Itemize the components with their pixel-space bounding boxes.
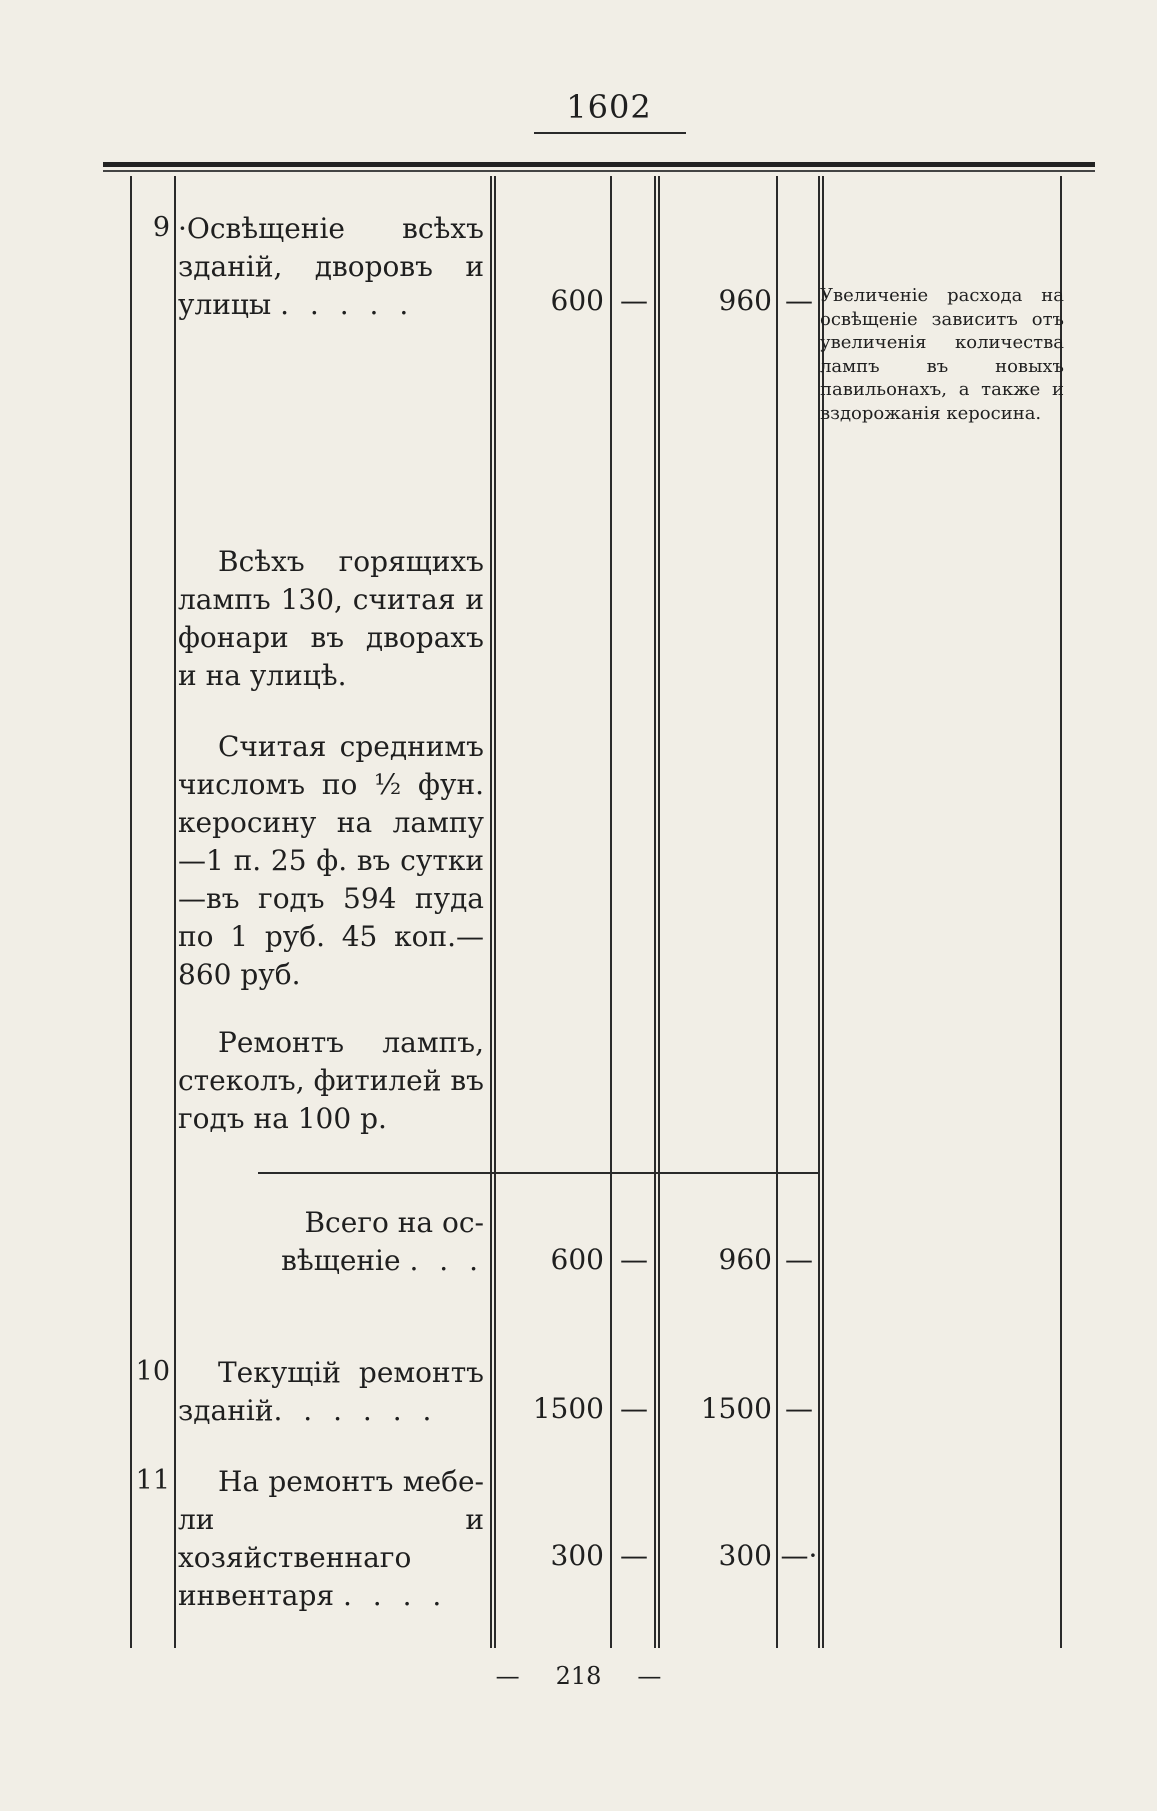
row-11-sum-2: 300: [718, 1539, 772, 1572]
subtotal-rule: [258, 1172, 820, 1174]
footer-page-number: 218: [555, 1662, 602, 1690]
total-label-line-2: [178, 1242, 484, 1280]
row-9-title-last: улицы: [178, 288, 272, 321]
column-rule-rub1: [610, 176, 612, 1648]
row-11-line-3: [178, 1577, 484, 1615]
row-9-dash-2: —: [785, 284, 813, 317]
page-number-underline: [534, 132, 686, 134]
row-9-title: [178, 210, 484, 324]
row-11-dots: . . . .: [343, 1579, 448, 1612]
footer-dash-left: —: [495, 1662, 520, 1690]
row-9-paragraph-3: Ремонтъ лампъ, стеколъ, фитилей въ годъ на 100 р.: [178, 1026, 484, 1135]
row-9-sum-1: 600: [550, 284, 604, 317]
row-11-dash-2: —·: [780, 1539, 818, 1572]
column-rule-rub2: [776, 176, 778, 1648]
total-dash-1: —: [620, 1243, 648, 1276]
row-10-line-2-text: зданій: [178, 1394, 274, 1427]
column-rule-kop1-2: [658, 176, 660, 1648]
column-rule-num: [174, 176, 176, 1648]
page-number: 1602: [566, 88, 652, 126]
table-top-rule: [103, 162, 1095, 167]
total-label-2: вѣщеніе: [281, 1244, 401, 1277]
row-number-11: 11: [135, 1465, 170, 1496]
row-10-sum-2: 1500: [700, 1392, 772, 1425]
row-10-sum-1: 1500: [532, 1392, 604, 1425]
row-11-line-3-text: инвентаря: [178, 1579, 335, 1612]
total-dash-2: —: [785, 1243, 813, 1276]
row-9-title-line-1: ·Освѣщеніе всѣхъ: [178, 212, 484, 245]
row-10-desc: [178, 1354, 484, 1430]
total-dots: . . .: [409, 1244, 484, 1277]
row-11-dash-1: —: [620, 1539, 648, 1572]
page-footer: [0, 1662, 1157, 1690]
total-sum-1: 600: [550, 1243, 604, 1276]
column-rule-desc: [490, 176, 492, 1648]
row-10-line-1: Текущій ремонтъ: [218, 1356, 484, 1389]
total-label-line-1: Всего на ос-: [304, 1206, 484, 1239]
column-rule-left: [130, 176, 132, 1648]
row-9-sum-2: 960: [718, 284, 772, 317]
footer-dash-right: —: [637, 1662, 662, 1690]
row-number-10: 10: [135, 1356, 170, 1387]
total-sum-2: 960: [718, 1243, 772, 1276]
row-10-dash-1: —: [620, 1392, 648, 1425]
row-9-dots: . . . . .: [280, 288, 415, 321]
row-9-paragraph-1: Всѣхъ горящихъ лампъ 130, считая и фонари въ дворахъ и на улицѣ.: [178, 545, 484, 692]
column-rule-kop1: [654, 176, 656, 1648]
column-rule-desc-2: [494, 176, 496, 1648]
row-number-9: 9: [152, 212, 170, 243]
row-11-sum-1: 300: [550, 1539, 604, 1572]
row-10-line-2: [178, 1392, 484, 1430]
row-9-paragraph-2: Считая среднимъ числомъ по ½ фун. керосину на лампу —1 п. 25 ф. въ сутки—въ годъ 594 пуда по 1 руб. 45 коп.—860 руб.: [178, 730, 484, 991]
table-top-rule-thin: [103, 170, 1095, 172]
row-11-desc: [178, 1463, 484, 1615]
row-11-line-2: ли и хозяйственнаго: [178, 1503, 484, 1574]
total-label: [178, 1204, 484, 1280]
row-9-title-line-3: [178, 286, 484, 324]
row-9-title-line-2: зданій, дворовъ и: [178, 250, 484, 283]
row-10-dash-2: —: [785, 1392, 813, 1425]
row-9-dash-1: —: [620, 284, 648, 317]
row-10-dots: . . . . . .: [273, 1394, 438, 1427]
row-11-line-1: На ремонтъ мебе-: [218, 1465, 484, 1498]
row-9-note: Увеличеніе расхода на освѣщеніе зависитъ отъ увеличенія количества лампъ въ новыхъ павильонахъ, а также и вздорожанія керосина.: [820, 285, 1064, 424]
